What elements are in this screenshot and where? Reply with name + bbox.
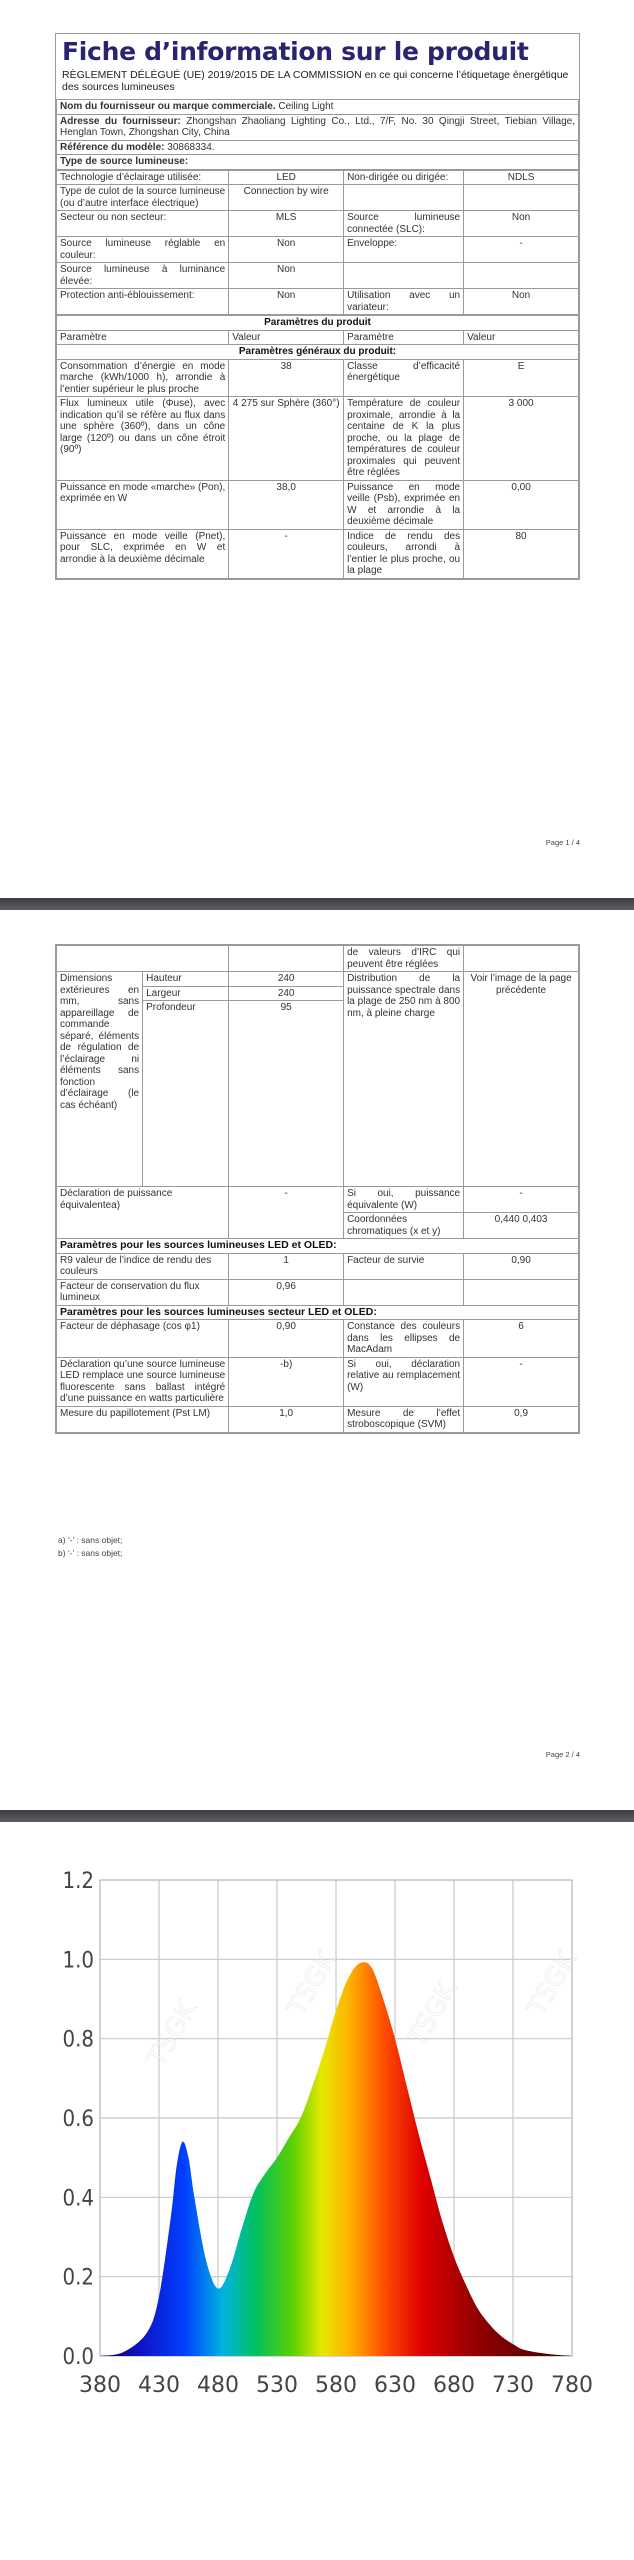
product-info-sheet xyxy=(55,33,580,580)
type-param-label: Secteur ou non secteur: xyxy=(57,211,229,237)
type-param-value: LED xyxy=(229,170,344,185)
model-row xyxy=(57,140,579,155)
dimension-name: Largeur xyxy=(143,986,229,1001)
x-tick-label: 730 xyxy=(492,2373,534,2398)
page-number: Page 1 / 4 xyxy=(545,838,580,847)
replacement-watt-value: - xyxy=(464,1357,579,1406)
survival-factor-value: 0,90 xyxy=(464,1253,579,1279)
source-type-row xyxy=(57,155,579,170)
y-tick-label: 1.0 xyxy=(62,1948,94,1974)
type-param-label: Utilisation avec un variateur: xyxy=(344,289,464,315)
general-param-value: 4 275 sur Sphère (360°) xyxy=(229,397,344,481)
y-tick-label: 0.6 xyxy=(62,2107,94,2132)
general-param-value: - xyxy=(229,529,344,578)
type-param-value: MLS xyxy=(229,211,344,237)
replacement-label: Déclaration qu’une source lumineuse LED remplace une source lumineuse fluorescente sans ballast intégré d’une puissance en watts particulière xyxy=(57,1357,229,1406)
stroboscopic-value: 0,9 xyxy=(464,1406,579,1432)
col-header-value: Valeur xyxy=(464,330,579,345)
general-param-row xyxy=(57,397,579,481)
params-header: Paramètres du produit xyxy=(57,316,579,331)
watermark-text: TSGK xyxy=(402,1976,463,2052)
general-param-value: 3 000 xyxy=(464,397,579,481)
supplier-name-row xyxy=(57,100,579,115)
header-table xyxy=(56,99,579,170)
col-header-param: Paramètre xyxy=(344,330,464,345)
x-tick-label: 380 xyxy=(79,2373,121,2398)
y-tick-label: 0.2 xyxy=(62,2265,94,2291)
watermark-text: TSGK xyxy=(282,1946,343,2022)
equivalent-power-label: Déclaration de puissance équivalentea) xyxy=(57,1187,229,1239)
watermark-text: TSGK xyxy=(522,1946,583,2022)
y-tick-label: 0.0 xyxy=(62,2345,94,2370)
general-param-row xyxy=(57,480,579,529)
y-tick-label: 0.4 xyxy=(62,2186,94,2212)
page-separator xyxy=(0,1810,634,1822)
type-param-label: Source lumineuse réglable en couleur: xyxy=(57,237,229,263)
flux-maintenance-value: 0,96 xyxy=(229,1279,344,1305)
general-param-value: 38 xyxy=(229,359,344,397)
x-tick-label: 530 xyxy=(256,2373,298,2398)
general-param-label: Puissance en mode veille (Pnet), pour SLC, exprimée en W et arrondie à la deuxième décimale xyxy=(57,529,229,578)
dimension-name: Hauteur xyxy=(143,972,229,987)
type-param-value: Connection by wire xyxy=(229,185,344,211)
general-param-row xyxy=(57,359,579,397)
type-param-label: Source lumineuse connectée (SLC): xyxy=(344,211,464,237)
chromaticity-value: 0,440 0,403 xyxy=(464,1213,579,1239)
supplier-address-row xyxy=(57,114,579,140)
page-3 xyxy=(0,1826,634,2560)
supplier-name-label: Nom du fournisseur ou marque commerciale. xyxy=(60,101,276,112)
type-param-value: NDLS xyxy=(464,170,579,185)
type-param-label xyxy=(344,185,464,211)
type-param-label xyxy=(344,263,464,289)
type-param-value: Non xyxy=(229,263,344,289)
stroboscopic-label: Mesure de l’effet stroboscopique (SVM) xyxy=(344,1406,464,1432)
product-info-sheet-continued xyxy=(55,944,580,1434)
y-tick-label: 1.2 xyxy=(62,1869,94,1894)
type-param-label: Non-dirigée ou dirigée: xyxy=(344,170,464,185)
equivalent-watt-label: Si oui, puissance équivalente (W) xyxy=(344,1187,464,1213)
type-param-value: Non xyxy=(464,211,579,237)
spectral-distribution-chart xyxy=(52,1868,593,2418)
macadam-value: 6 xyxy=(464,1320,579,1358)
footnote-a: a) ‘-’ : sans objet; xyxy=(58,1535,123,1545)
type-param-label: Enveloppe: xyxy=(344,237,464,263)
footnotes xyxy=(58,1534,122,1560)
general-param-label: Classe d’efficacité énergétique xyxy=(344,359,464,397)
type-param-label: Technologie d’éclairage utilisée: xyxy=(57,170,229,185)
spd-label: Distribution de la puissance spectrale dans la plage de 250 nm à 800 nm, à pleine charge xyxy=(344,972,464,1187)
col-header-param: Paramètre xyxy=(57,330,229,345)
watermark-text: TSGK xyxy=(142,1996,203,2072)
type-param-value: Non xyxy=(229,237,344,263)
page-2 xyxy=(0,914,634,1810)
phase-factor-value: 0,90 xyxy=(229,1320,344,1358)
x-tick-label: 680 xyxy=(433,2373,475,2398)
footnote-b: b) ‘-’ : sans objet; xyxy=(58,1548,123,1558)
y-tick-label: 0.8 xyxy=(62,2027,94,2053)
r9-value: 1 xyxy=(229,1253,344,1279)
supplier-name: Ceiling Light xyxy=(278,101,334,112)
dimensions-label: Dimensions extérieures en mm, sans appareillage de commande séparé, éléments de régulation de l’éclairage ni éléments sans fonction d’éclairage (le cas échéant) xyxy=(57,972,143,1187)
cri-range-continued: de valeurs d’IRC qui peuvent être réglées xyxy=(344,946,464,972)
page-title: Fiche d’information sur le produit xyxy=(62,37,529,66)
model-value: 30868334. xyxy=(167,141,215,153)
source-type-label: Type de source lumineuse: xyxy=(60,156,189,167)
x-tick-label: 580 xyxy=(315,2373,357,2398)
general-params-header: Paramètres généraux du produit: xyxy=(57,345,579,360)
model-label: Référence du modèle: xyxy=(60,141,165,153)
replacement-value: -b) xyxy=(229,1357,344,1406)
general-param-label: Puissance en mode veille (Psb), exprimée en W et arrondie à la deuxième décimale xyxy=(344,480,464,529)
type-param-value: Non xyxy=(229,289,344,315)
type-param-label: Protection anti-éblouissement: xyxy=(57,289,229,315)
regulation-text: RÈGLEMENT DÉLÉGUÉ (UE) 2019/2015 DE LA COMMISSION en ce qui concerne l’étiquetage énergétique des sources lumineuses xyxy=(62,69,569,93)
led-section-header: Paramètres pour les sources lumineuses LED et OLED: xyxy=(57,1239,579,1254)
params-table xyxy=(56,315,579,579)
dimension-value: 240 xyxy=(229,986,344,1001)
general-param-value: E xyxy=(464,359,579,397)
general-param-label: Puissance en mode «marche» (Pon), exprimée en W xyxy=(57,480,229,529)
params-table-continued xyxy=(56,945,579,1433)
general-param-label: Flux lumineux utile (Φuse), avec indication qu’il se réfère au flux dans une sphère (360º), dans un cône large (120º) ou dans un cône étroit (90º) xyxy=(57,397,229,481)
r9-label: R9 valeur de l’indice de rendu des couleurs xyxy=(57,1253,229,1279)
type-param-value: Non xyxy=(464,289,579,315)
general-param-value: 0,00 xyxy=(464,480,579,529)
dimension-value: 240 xyxy=(229,972,344,987)
survival-factor-label: Facteur de survie xyxy=(344,1253,464,1279)
equivalent-watt-value: - xyxy=(464,1187,579,1213)
type-param-label: Type de culot de la source lumineuse (ou d’autre interface électrique) xyxy=(57,185,229,211)
chromaticity-label: Coordonnées chromatiques (x et y) xyxy=(344,1213,464,1239)
source-type-row xyxy=(57,289,579,315)
equivalent-power-value: - xyxy=(229,1187,344,1239)
dimension-value: 95 xyxy=(229,1001,344,1187)
macadam-label: Constance des couleurs dans les ellipses de MacAdam xyxy=(344,1320,464,1358)
general-param-value: 80 xyxy=(464,529,579,578)
spd-value: Voir l’image de la page précédente xyxy=(464,972,579,1187)
page-1 xyxy=(0,0,634,898)
type-param-value xyxy=(464,263,579,289)
col-header-value: Valeur xyxy=(229,330,344,345)
flicker-label: Mesure du papillotement (Pst LM) xyxy=(57,1406,229,1432)
type-param-value xyxy=(464,185,579,211)
general-param-label: Température de couleur proximale, arrondie à la centaine de K la plus proche, ou la plage de températures de couleur proximales qui peuvent être réglées xyxy=(344,397,464,481)
source-type-row xyxy=(57,185,579,211)
flux-maintenance-label: Facteur de conservation du flux lumineux xyxy=(57,1279,229,1305)
flicker-value: 1,0 xyxy=(229,1406,344,1432)
general-param-label: Indice de rendu des couleurs, arrondi à l’entier le plus proche, ou la plage xyxy=(344,529,464,578)
phase-factor-label: Facteur de déphasage (cos φ1) xyxy=(57,1320,229,1358)
source-type-row xyxy=(57,263,579,289)
source-type-row xyxy=(57,170,579,185)
source-type-row xyxy=(57,237,579,263)
x-tick-label: 780 xyxy=(551,2373,593,2398)
supplier-address-label: Adresse du fournisseur: xyxy=(60,115,181,127)
dimension-name: Profondeur xyxy=(143,1001,229,1187)
source-type-row xyxy=(57,211,579,237)
replacement-watt-label: Si oui, déclaration relative au remplacement (W) xyxy=(344,1357,464,1406)
page-separator xyxy=(0,898,634,910)
page-number: Page 2 / 4 xyxy=(545,1750,580,1759)
general-param-label: Consommation d’énergie en mode marche (kWh/1000 h), arrondie à l’entier supérieur le plus proche xyxy=(57,359,229,397)
x-tick-label: 430 xyxy=(138,2373,180,2398)
x-tick-label: 480 xyxy=(197,2373,239,2398)
supplier-address: Zhongshan Zhaoliang Lighting Co., Ltd., 7/F, No. 30 Qingji Street, Tiebian Village, Henglan Town, Zhongshan City, China xyxy=(60,115,575,138)
type-table xyxy=(56,170,579,316)
general-param-row xyxy=(57,529,579,578)
mains-section-header: Paramètres pour les sources lumineuses secteur LED et OLED: xyxy=(57,1305,579,1320)
type-param-label: Source lumineuse à luminance élevée: xyxy=(57,263,229,289)
x-tick-label: 630 xyxy=(374,2373,416,2398)
type-param-value: - xyxy=(464,237,579,263)
general-param-value: 38,0 xyxy=(229,480,344,529)
